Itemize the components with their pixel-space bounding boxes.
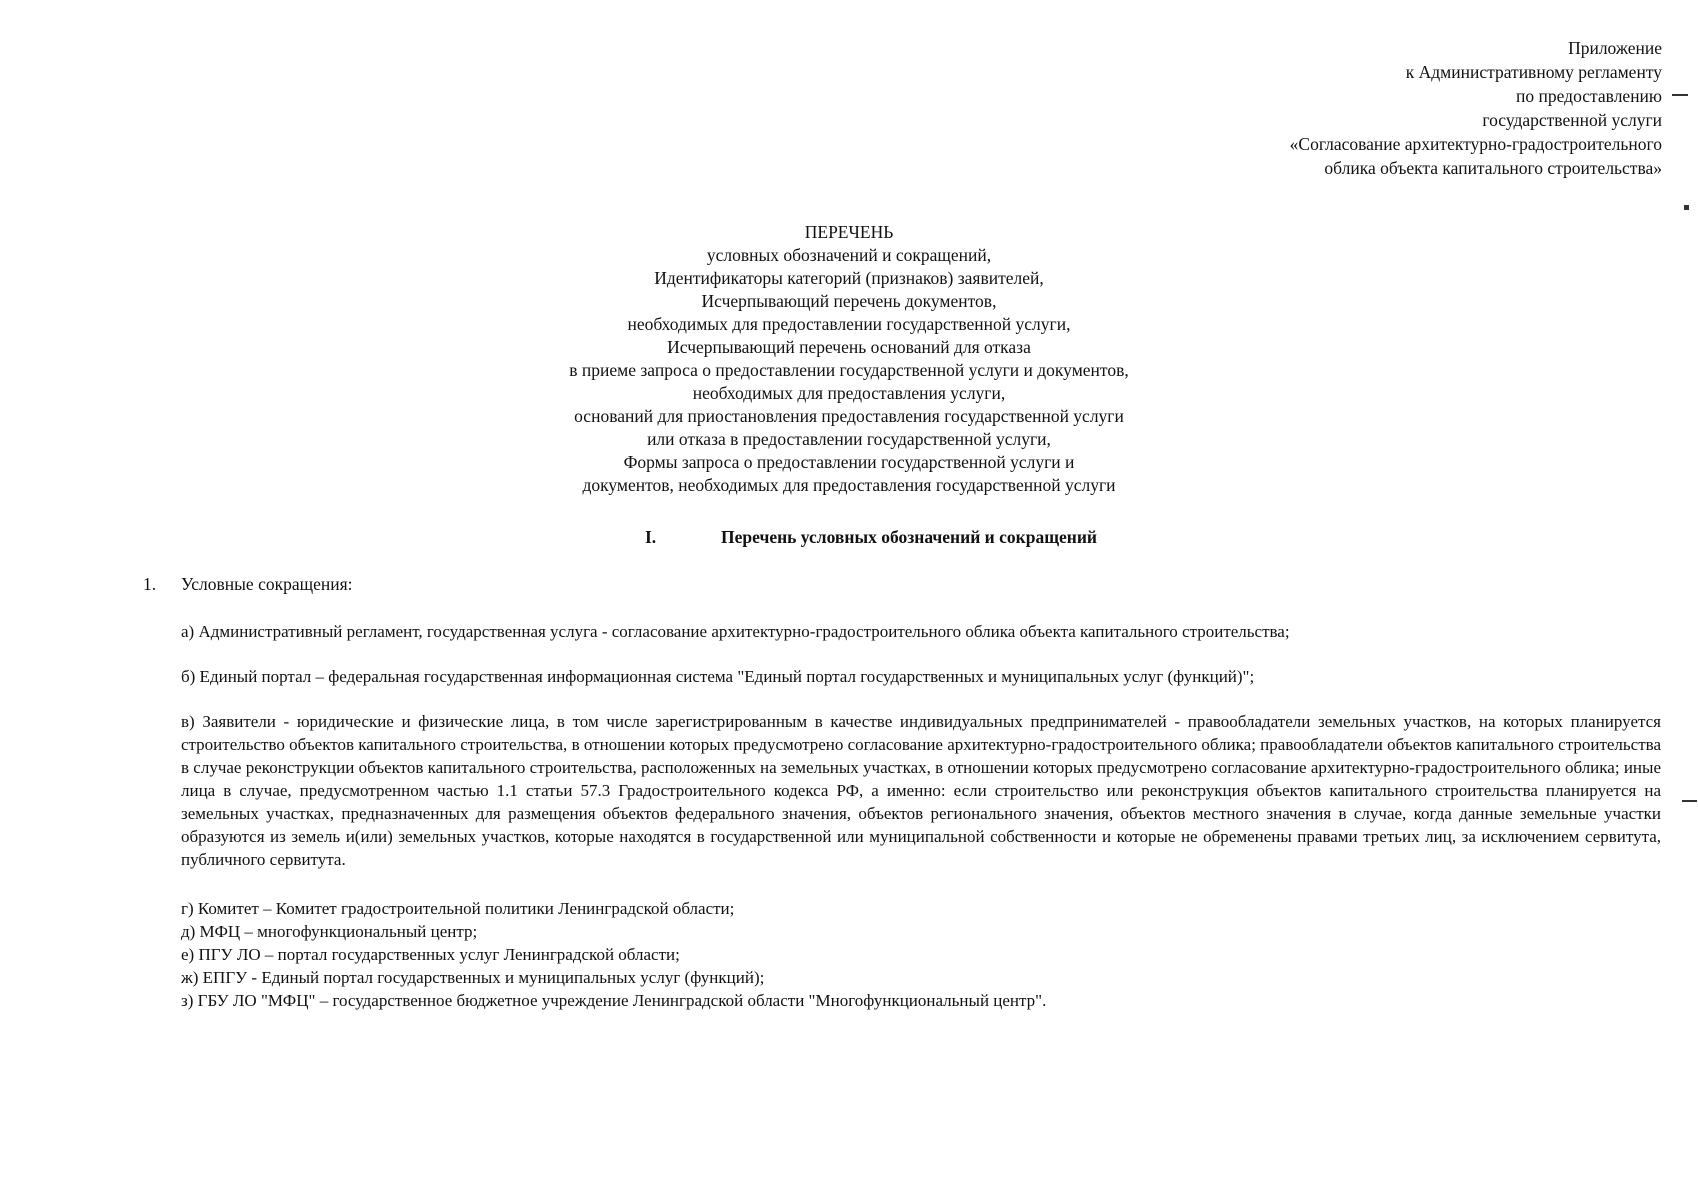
- appendix-line: Приложение: [1568, 38, 1662, 58]
- list-intro: [143, 573, 353, 596]
- title-line: или отказа в предоставлении государственной услуги,: [647, 429, 1051, 449]
- appendix-header: [962, 36, 1662, 180]
- title-line: в приеме запроса о предоставлении государственной услуги и документов,: [569, 360, 1129, 380]
- section-title: Перечень условных обозначений и сокращений: [721, 527, 1098, 547]
- list-item: г) Комитет – Комитет градостроительной политики Ленинградской области;: [181, 899, 735, 918]
- appendix-line: облика объекта капитального строительства»: [1324, 158, 1662, 178]
- title-line: Идентификаторы категорий (признаков) заявителей,: [654, 268, 1044, 288]
- section-number: I.: [645, 527, 657, 547]
- appendix-line: к Административному регламенту: [1405, 62, 1662, 82]
- title-line: необходимых для предоставлении государственной услуги,: [627, 314, 1071, 334]
- title-line: условных обозначений и сокращений,: [706, 245, 992, 265]
- paragraph-c: в) Заявители - юридические и физические лица, в том числе зарегистрированным в качестве индивидуальных предпринимателей - правообладатели земельных участков, на которых планируется строительство объектов капитального строительства, в отношении которых предусмотрено согласование архитектурно-градостроительного облика; правообладатели объектов капитального строительства в случае реконструкции объектов капитального строительства, расположенных на земельных участках, в отношении которых предусмотрено согласование архитектурно-градостроительного облика; иные лица в случае, предусмотренном частью 1.1 статьи 57.3 Градостроительного кодекса РФ, а именно: если строительство или реконструкция объектов капитального строительства планируется на земельных участках, предназначенных для размещения объектов федерального значения, объектов регионального значения, объектов местного значения в случае, когда данные земельные участки образуются из земель и(или) земельных участков, которые находятся в государственной или муниципальной собственности и которые не обременены правами третьих лиц, за исключением сервитута, публичного сервитута.: [181, 712, 1661, 869]
- list-label: Условные сокращения:: [181, 574, 353, 594]
- scan-mark: [1684, 205, 1689, 210]
- title-line: Исчерпывающий перечень документов,: [701, 291, 997, 311]
- list-item: е) ПГУ ЛО – портал государственных услуг Ленинградской области;: [181, 945, 680, 964]
- document-title: [0, 221, 1698, 497]
- title-heading: ПЕРЕЧЕНЬ: [804, 222, 894, 242]
- title-line: необходимых для предоставления услуги,: [692, 383, 1006, 403]
- title-line: Формы запроса о предоставлении государственной услуги и: [623, 452, 1075, 472]
- list-item: д) МФЦ – многофункциональный центр;: [181, 922, 478, 941]
- list-item: з) ГБУ ЛО "МФЦ" – государственное бюджетное учреждение Ленинградской области "Многофункциональный центр".: [181, 991, 1047, 1010]
- title-line: Исчерпывающий перечень оснований для отказа: [667, 337, 1031, 357]
- appendix-line: «Согласование архитектурно-градостроительного: [1289, 134, 1662, 154]
- appendix-line: по предоставлению: [1516, 86, 1662, 106]
- appendix-line: государственной услуги: [1482, 110, 1662, 130]
- abbreviation-list: [181, 897, 1046, 1012]
- scan-mark: [1682, 800, 1697, 802]
- title-line: оснований для приостановления предоставления государственной услуги: [574, 406, 1124, 426]
- paragraph-a: а) Административный регламент, государственная услуга - согласование архитектурно-градостроительного облика объекта капитального строительства;: [181, 622, 1290, 641]
- title-line: документов, необходимых для предоставления государственной услуги: [582, 475, 1116, 495]
- scan-mark: [1672, 94, 1688, 96]
- list-number: 1.: [143, 574, 157, 594]
- paragraph-b: б) Единый портал – федеральная государственная информационная система "Единый портал государственных и муниципальных услуг (функций)";: [181, 667, 1255, 686]
- list-item: ж) ЕПГУ - Единый портал государственных и муниципальных услуг (функций);: [181, 968, 765, 987]
